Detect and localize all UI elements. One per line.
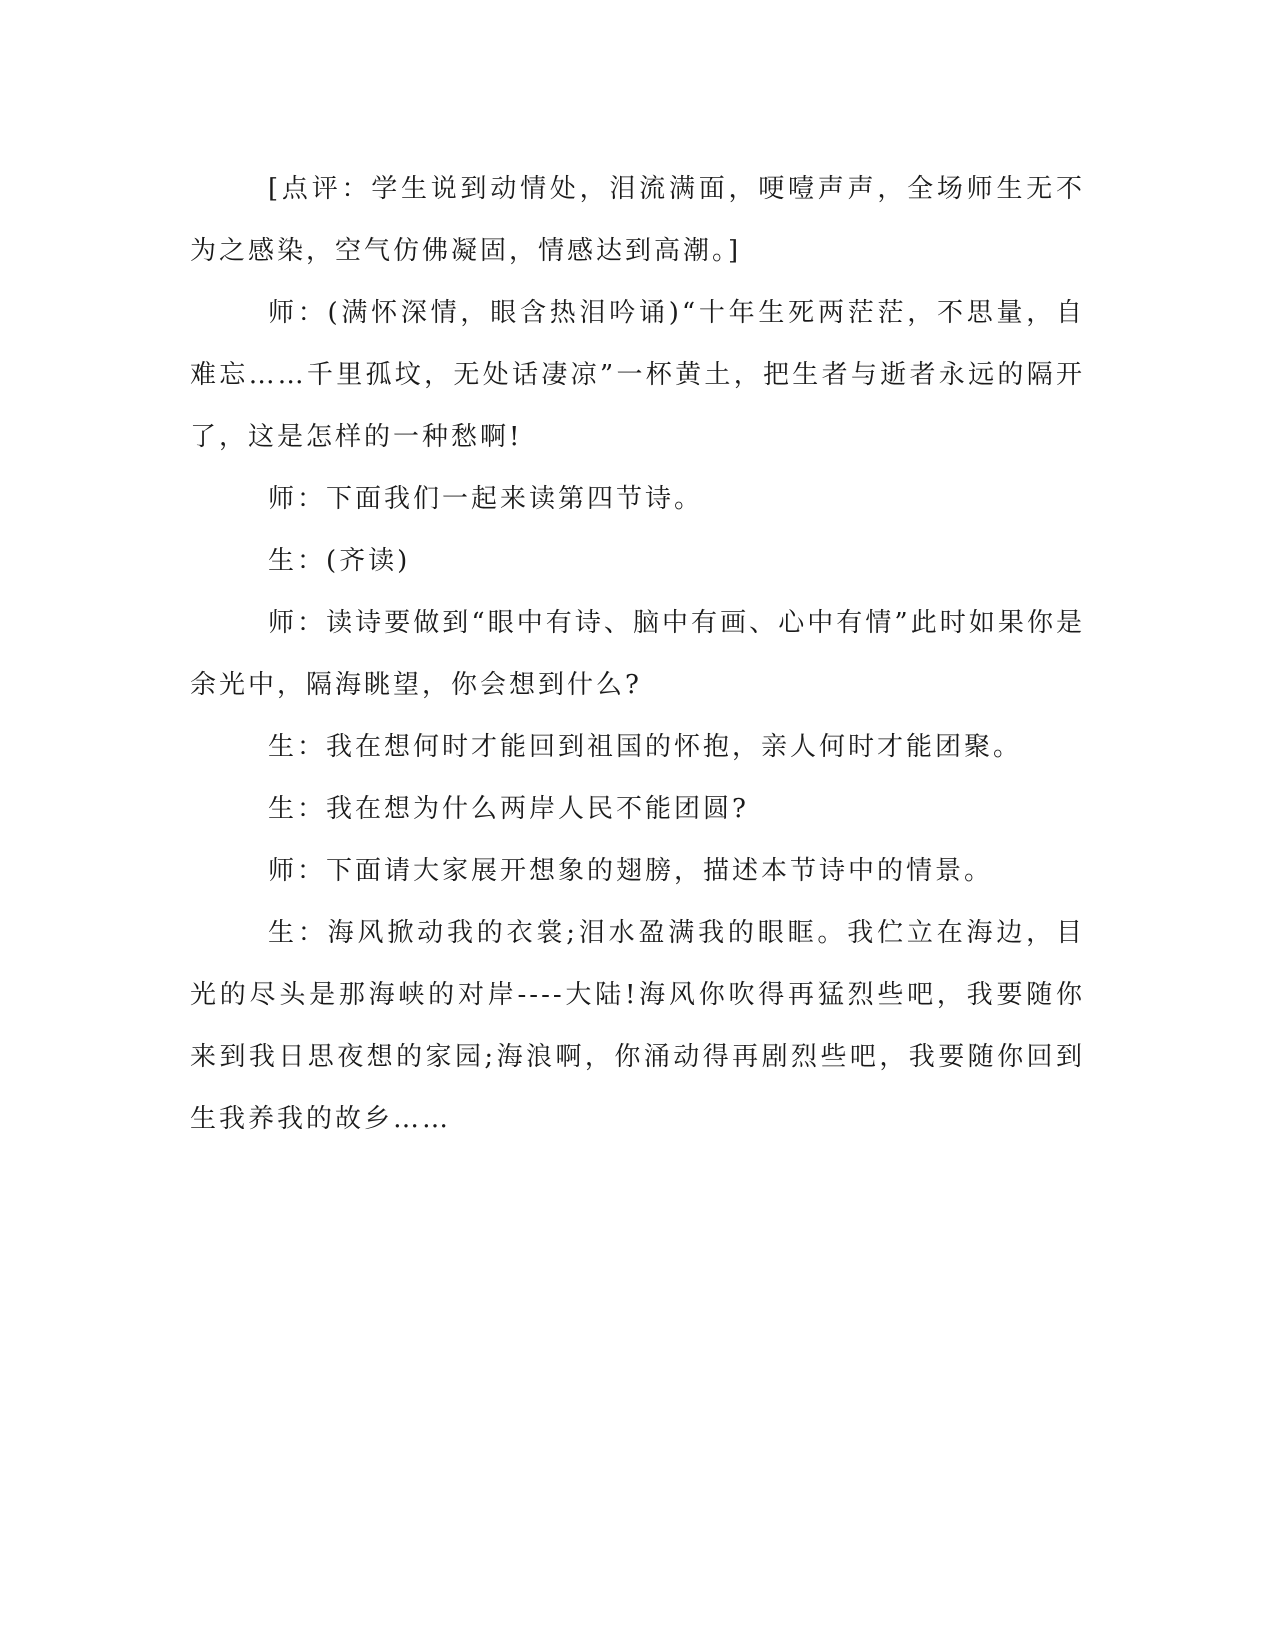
document-body <box>190 158 1085 1150</box>
teacher-line-paragraph: 师：读诗要做到“眼中有诗、脑中有画、心中有情”此时如果你是余光中，隔海眺望，你会想到什么? <box>190 608 1085 700</box>
teacher-line-paragraph: 师：下面我们一起来读第四节诗。 <box>268 484 704 514</box>
student-description-paragraph: 生：海风掀动我的衣裳;泪水盈满我的眼眶。我伫立在海边，目光的尽头是那海峡的对岸----大陆!海风你吹得再猛烈些吧，我要随你来到我日思夜想的家园;海浪啊，你涌动得再剧烈些吧，我要随你回到生我养我的故乡…… <box>190 918 1085 1134</box>
student-line-paragraph: 生：我在想为什么两岸人民不能团圆? <box>268 794 749 824</box>
teacher-recitation-paragraph: 师：(满怀深情，眼含热泪吟诵)“十年生死两茫茫，不思量，自难忘……千里孤坟，无处话凄凉”一杯黄土，把生者与逝者永远的隔开了，这是怎样的一种愁啊! <box>190 298 1085 452</box>
teacher-line-paragraph: 师：下面请大家展开想象的翅膀，描述本节诗中的情景。 <box>268 856 994 886</box>
comment-paragraph: [点评：学生说到动情处，泪流满面，哽噎声声，全场师生无不为之感染，空气仿佛凝固，情感达到高潮。] <box>190 174 1085 266</box>
student-line-paragraph: 生：我在想何时才能回到祖国的怀抱，亲人何时才能团聚。 <box>268 732 1023 762</box>
student-line-paragraph: 生：(齐读) <box>268 546 411 576</box>
